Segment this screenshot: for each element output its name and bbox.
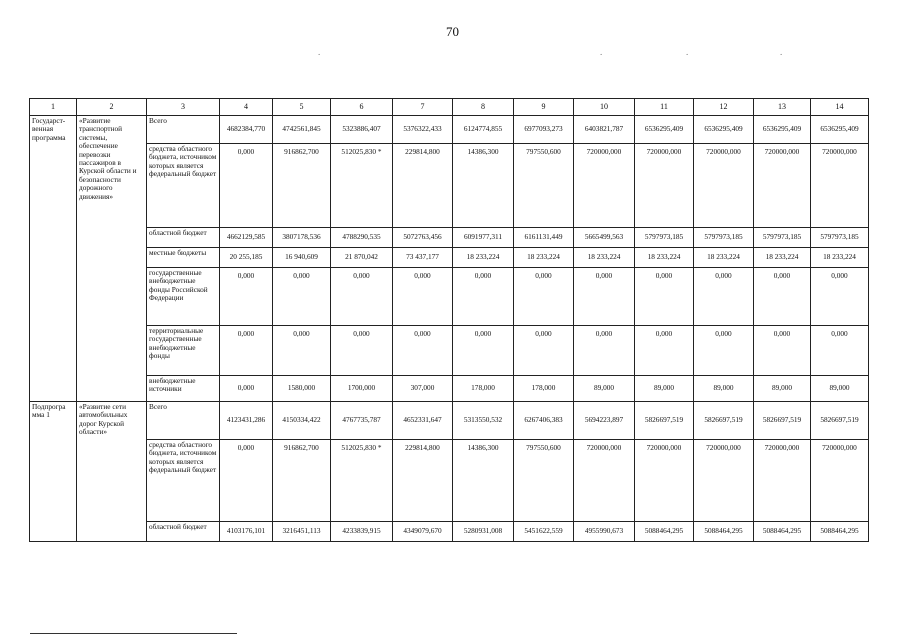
funding-source-cell: Всего xyxy=(147,402,220,440)
value-cell: 720000,000 xyxy=(635,144,694,228)
value-cell: 512025,830 * xyxy=(331,440,393,522)
value-cell: 0,000 xyxy=(453,326,514,376)
program-name-cell: Государст-венная программа xyxy=(30,116,77,402)
value-cell: 6124774,855 xyxy=(453,116,514,144)
value-cell: 0,000 xyxy=(220,376,273,402)
value-cell: 4233839,915 xyxy=(331,522,393,542)
value-cell: 0,000 xyxy=(331,268,393,326)
header-row xyxy=(30,99,869,116)
header-cell: 9 xyxy=(514,99,574,116)
value-cell: 4767735,787 xyxy=(331,402,393,440)
scan-speck: . xyxy=(780,47,783,57)
value-cell: 18 233,224 xyxy=(514,248,574,268)
footnote-rule xyxy=(30,633,237,634)
value-cell: 720000,000 xyxy=(694,440,754,522)
value-cell: 0,000 xyxy=(574,268,635,326)
value-cell: 4103176,101 xyxy=(220,522,273,542)
value-cell: 720000,000 xyxy=(811,144,869,228)
funding-source-cell: государственные внебюджетные фонды Российской Федерации xyxy=(147,268,220,326)
value-cell: 4682384,770 xyxy=(220,116,273,144)
value-cell: 21 870,042 xyxy=(331,248,393,268)
value-cell: 0,000 xyxy=(220,144,273,228)
table-row xyxy=(30,326,869,376)
funding-source-cell: средства областного бюджета, источником которых является федеральный бюджет xyxy=(147,144,220,228)
value-cell: 0,000 xyxy=(273,268,331,326)
table-row xyxy=(30,376,869,402)
value-cell: 0,000 xyxy=(220,440,273,522)
value-cell: 5451622,559 xyxy=(514,522,574,542)
header-cell: 4 xyxy=(220,99,273,116)
scan-speck: . xyxy=(318,47,321,57)
value-cell: 5826697,519 xyxy=(694,402,754,440)
value-cell: 797550,600 xyxy=(514,144,574,228)
value-cell: 18 233,224 xyxy=(694,248,754,268)
value-cell: 916862,700 xyxy=(273,144,331,228)
header-cell: 13 xyxy=(754,99,811,116)
funding-source-cell: областной бюджет xyxy=(147,522,220,542)
value-cell: 0,000 xyxy=(453,268,514,326)
value-cell: 16 940,609 xyxy=(273,248,331,268)
value-cell: 0,000 xyxy=(694,326,754,376)
value-cell: 6977093,273 xyxy=(514,116,574,144)
value-cell: 5797973,185 xyxy=(635,228,694,248)
table-row xyxy=(30,268,869,326)
value-cell: 3807178,536 xyxy=(273,228,331,248)
value-cell: 6267406,383 xyxy=(514,402,574,440)
value-cell: 5797973,185 xyxy=(754,228,811,248)
value-cell: 5826697,519 xyxy=(811,402,869,440)
value-cell: 6161131,449 xyxy=(514,228,574,248)
value-cell: 5280931,008 xyxy=(453,522,514,542)
value-cell: 5088464,295 xyxy=(811,522,869,542)
header-cell: 3 xyxy=(147,99,220,116)
value-cell: 178,000 xyxy=(514,376,574,402)
value-cell: 4652331,647 xyxy=(393,402,453,440)
funding-source-cell: внебюджетные источники xyxy=(147,376,220,402)
funding-source-cell: средства областного бюджета, источником которых является федеральный бюджет xyxy=(147,440,220,522)
value-cell: 0,000 xyxy=(220,326,273,376)
value-cell: 720000,000 xyxy=(754,144,811,228)
funding-source-cell: местные бюджеты xyxy=(147,248,220,268)
value-cell: 916862,700 xyxy=(273,440,331,522)
value-cell: 0,000 xyxy=(754,326,811,376)
value-cell: 720000,000 xyxy=(694,144,754,228)
value-cell: 1580,000 xyxy=(273,376,331,402)
value-cell: 6403821,787 xyxy=(574,116,635,144)
header-cell: 14 xyxy=(811,99,869,116)
table-row xyxy=(30,144,869,228)
header-cell: 11 xyxy=(635,99,694,116)
value-cell: 0,000 xyxy=(811,326,869,376)
value-cell: 0,000 xyxy=(635,326,694,376)
value-cell: 5826697,519 xyxy=(635,402,694,440)
value-cell: 89,000 xyxy=(574,376,635,402)
value-cell: 307,000 xyxy=(393,376,453,402)
value-cell: 0,000 xyxy=(220,268,273,326)
value-cell: 720000,000 xyxy=(574,440,635,522)
value-cell: 5088464,295 xyxy=(754,522,811,542)
value-cell: 18 233,224 xyxy=(574,248,635,268)
header-cell: 7 xyxy=(393,99,453,116)
value-cell: 4662129,585 xyxy=(220,228,273,248)
value-cell: 0,000 xyxy=(694,268,754,326)
value-cell: 0,000 xyxy=(273,326,331,376)
value-cell: 5072763,456 xyxy=(393,228,453,248)
scan-speck: . xyxy=(686,47,689,57)
value-cell: 4150334,422 xyxy=(273,402,331,440)
funding-source-cell: территориальные государственные внебюджетные фонды xyxy=(147,326,220,376)
value-cell: 5665499,563 xyxy=(574,228,635,248)
value-cell: 5088464,295 xyxy=(635,522,694,542)
value-cell: 3216451,113 xyxy=(273,522,331,542)
header-cell: 5 xyxy=(273,99,331,116)
value-cell: 5797973,185 xyxy=(694,228,754,248)
value-cell: 1700,000 xyxy=(331,376,393,402)
table-row xyxy=(30,116,869,144)
value-cell: 14386,300 xyxy=(453,144,514,228)
header-cell: 1 xyxy=(30,99,77,116)
scan-speck: . xyxy=(600,47,603,57)
value-cell: 6536295,409 xyxy=(635,116,694,144)
value-cell: 0,000 xyxy=(635,268,694,326)
value-cell: 0,000 xyxy=(393,326,453,376)
value-cell: 720000,000 xyxy=(574,144,635,228)
value-cell: 18 233,224 xyxy=(811,248,869,268)
value-cell: 89,000 xyxy=(754,376,811,402)
header-cell: 8 xyxy=(453,99,514,116)
value-cell: 20 255,185 xyxy=(220,248,273,268)
table-row xyxy=(30,248,869,268)
value-cell: 89,000 xyxy=(694,376,754,402)
funding-source-cell: Всего xyxy=(147,116,220,144)
header-cell: 2 xyxy=(77,99,147,116)
value-cell: 4788290,535 xyxy=(331,228,393,248)
subprogram-name-cell: Подпрогра мма 1 xyxy=(30,402,77,542)
value-cell: 5376322,433 xyxy=(393,116,453,144)
value-cell: 0,000 xyxy=(811,268,869,326)
value-cell: 0,000 xyxy=(393,268,453,326)
value-cell: 5088464,295 xyxy=(694,522,754,542)
value-cell: 5797973,185 xyxy=(811,228,869,248)
value-cell: 0,000 xyxy=(574,326,635,376)
value-cell: 720000,000 xyxy=(635,440,694,522)
value-cell: 18 233,224 xyxy=(754,248,811,268)
table-row xyxy=(30,402,869,440)
table-row xyxy=(30,228,869,248)
value-cell: 229814,800 xyxy=(393,440,453,522)
value-cell: 4742561,845 xyxy=(273,116,331,144)
value-cell: 6536295,409 xyxy=(754,116,811,144)
value-cell: 14386,300 xyxy=(453,440,514,522)
value-cell: 18 233,224 xyxy=(635,248,694,268)
value-cell: 178,000 xyxy=(453,376,514,402)
value-cell: 512025,830 * xyxy=(331,144,393,228)
value-cell: 6536295,409 xyxy=(694,116,754,144)
value-cell: 4349079,670 xyxy=(393,522,453,542)
value-cell: 5826697,519 xyxy=(754,402,811,440)
budget-table xyxy=(29,98,869,542)
table-row xyxy=(30,440,869,522)
value-cell: 4955990,673 xyxy=(574,522,635,542)
value-cell: 89,000 xyxy=(811,376,869,402)
header-cell: 6 xyxy=(331,99,393,116)
header-cell: 12 xyxy=(694,99,754,116)
value-cell: 0,000 xyxy=(514,326,574,376)
value-cell: 797550,600 xyxy=(514,440,574,522)
subprogram-title-cell: «Развитие сети автомобильных дорог Курской области» xyxy=(77,402,147,542)
table-row xyxy=(30,522,869,542)
value-cell: 720000,000 xyxy=(811,440,869,522)
value-cell: 73 437,177 xyxy=(393,248,453,268)
value-cell: 0,000 xyxy=(514,268,574,326)
value-cell: 6091977,311 xyxy=(453,228,514,248)
value-cell: 0,000 xyxy=(331,326,393,376)
value-cell: 4123431,286 xyxy=(220,402,273,440)
header-cell: 10 xyxy=(574,99,635,116)
value-cell: 5694223,897 xyxy=(574,402,635,440)
value-cell: 5323886,407 xyxy=(331,116,393,144)
page-number: 70 xyxy=(446,24,459,39)
value-cell: 89,000 xyxy=(635,376,694,402)
value-cell: 0,000 xyxy=(754,268,811,326)
funding-source-cell: областной бюджет xyxy=(147,228,220,248)
value-cell: 720000,000 xyxy=(754,440,811,522)
value-cell: 18 233,224 xyxy=(453,248,514,268)
value-cell: 6536295,409 xyxy=(811,116,869,144)
program-title-cell: «Развитие транспортной системы, обеспечение перевозки пассажиров в Курской области и безопасности дорожного движения» xyxy=(77,116,147,402)
value-cell: 5313550,532 xyxy=(453,402,514,440)
value-cell: 229814,800 xyxy=(393,144,453,228)
